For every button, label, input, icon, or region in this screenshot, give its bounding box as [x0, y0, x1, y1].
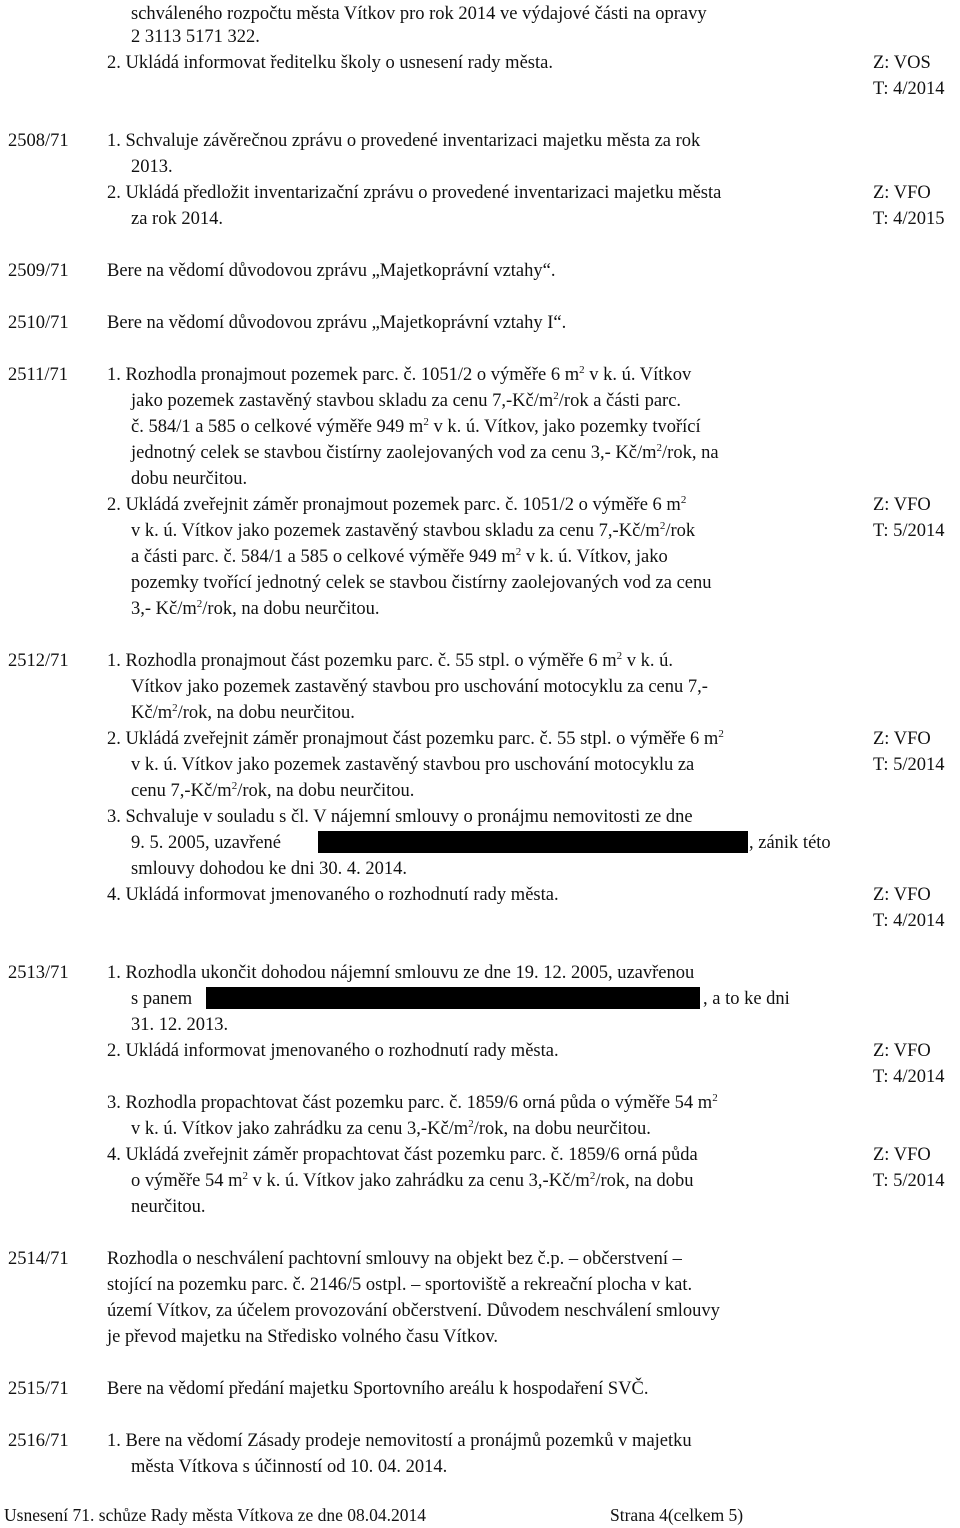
text-line: Vítkov jako pozemek zastavěný stavbou pro uschování motocyklu za cenu 7,-	[131, 677, 708, 697]
text-line: města Vítkova s účinností od 10. 04. 2014.	[131, 1457, 448, 1477]
resolution-number: 2515/71	[8, 1379, 69, 1399]
deadline-label: T: 4/2014	[873, 79, 945, 99]
text-line: Bere na vědomí důvodovou zprávu „Majetkoprávní vztahy“.	[107, 261, 556, 281]
deadline-label: T: 4/2014	[873, 1067, 945, 1087]
text-line: 3. Rozhodla propachtovat část pozemku parc. č. 1859/6 orná půda o výměře 54 $m^2$	[107, 1092, 718, 1113]
text-line: , zánik této	[749, 833, 831, 853]
redaction-bar	[206, 987, 700, 1009]
page-number: Strana 4(celkem 5)	[610, 1505, 744, 1525]
text-line: s panem	[131, 989, 193, 1009]
text-line: dobu neurčitou.	[131, 469, 248, 489]
text-line: 3. Schvaluje v souladu s čl. V nájemní smlouvy o pronájmu nemovitosti ze dne	[107, 807, 693, 827]
text-line: 2. Ukládá zveřejnit záměr pronajmout část pozemku parc. č. 55 stpl. o výměře 6 $m^2$	[107, 728, 724, 749]
deadline-label: T: 5/2014	[873, 755, 945, 775]
deadline-label: T: 5/2014	[873, 521, 945, 541]
text-line: cenu $7,-Kč/m^2$/rok, na dobu neurčitou.	[131, 780, 415, 801]
text-line: jako pozemek zastavěný stavbou skladu za cenu $7,-Kč/m^2$/rok a části parc.	[131, 390, 682, 411]
text-line: v k. ú. Vítkov jako pozemek zastavěný stavbou skladu za cenu $7,-Kč/m^2$/rok	[131, 520, 696, 541]
responsible-label: Z: VFO	[873, 885, 931, 905]
text-line: za rok 2014.	[131, 209, 223, 229]
resolution-number: 2510/71	[8, 313, 69, 333]
text-line: $Kč/m^2$/rok, na dobu neurčitou.	[131, 702, 355, 723]
resolution-number: 2513/71	[8, 963, 69, 983]
text-line: 9. 5. 2005, uzavřené	[131, 833, 282, 853]
footer-left: Usnesení 71. schůze Rady města Vítkova ze dne 08.04.2014	[4, 1505, 427, 1525]
resolution-number: 2511/71	[8, 365, 68, 385]
text-line: o výměře 54 $m^2$ v k. ú. Vítkov jako zahrádku za cenu $3,-Kč/m^2$/rok, na dobu	[131, 1170, 694, 1191]
text-line: území Vítkov, za účelem provozování občerstvení. Důvodem neschválení smlouvy	[107, 1301, 720, 1321]
text-line: 2. Ukládá zveřejnit záměr pronajmout pozemek parc. č. 1051/2 o výměře 6 $m^2$	[107, 494, 687, 515]
text-line: schváleného rozpočtu města Vítkov pro rok 2014 ve výdajové části na opravy	[131, 4, 707, 24]
resolution-number: 2508/71	[8, 131, 69, 151]
text-line: 2. Ukládá informovat jmenovaného o rozhodnutí rady města.	[107, 1041, 559, 1061]
resolution-number: 2512/71	[8, 651, 69, 671]
text-line: 1. Rozhodla pronajmout pozemek parc. č. 1051/2 o výměře 6 $m^2$ v k. ú. Vítkov	[107, 364, 692, 385]
text-line: 1. Rozhodla ukončit dohodou nájemní smlouvu ze dne 19. 12. 2005, uzavřenou	[107, 963, 695, 983]
text-line: je převod majetku na Středisko volného času Vítkov.	[107, 1327, 498, 1347]
text-line: 2. Ukládá informovat ředitelku školy o usnesení rady města.	[107, 53, 553, 73]
text-line: 1. Schvaluje závěrečnou zprávu o provedené inventarizaci majetku města za rok	[107, 131, 701, 151]
text-line: pozemky tvořící jednotný celek se stavbou čistírny zaolejovaných vod za cenu	[131, 573, 712, 593]
text-line: v k. ú. Vítkov jako pozemek zastavěný stavbou pro uschování motocyklu za	[131, 755, 695, 775]
text-line: Bere na vědomí předání majetku Sportovního areálu k hospodaření SVČ.	[107, 1379, 649, 1399]
text-line: 4. Ukládá informovat jmenovaného o rozhodnutí rady města.	[107, 885, 559, 905]
text-line: jednotný celek se stavbou čistírny zaolejovaných vod za cenu 3,- $Kč/m^2$/rok, na	[131, 442, 719, 463]
resolution-number: 2516/71	[8, 1431, 69, 1451]
text-line: 1. Bere na vědomí Zásady prodeje nemovitostí a pronájmů pozemků v majetku	[107, 1431, 692, 1451]
responsible-label: Z: VFO	[873, 1041, 931, 1061]
resolution-number: 2509/71	[8, 261, 69, 281]
text-line: 2013.	[131, 157, 173, 177]
text-line: stojící na pozemku parc. č. 2146/5 ostpl. – sportoviště a rekreační plocha v kat.	[107, 1275, 693, 1295]
text-line: 4. Ukládá zveřejnit záměr propachtovat část pozemku parc. č. 1859/6 orná půda	[107, 1145, 698, 1165]
text-line: 1. Rozhodla pronajmout část pozemku parc. č. 55 stpl. o výměře 6 $m^2$ v k. ú.	[107, 650, 674, 671]
text-line: Rozhodla o neschválení pachtovní smlouvy na objekt bez č.p. – občerstvení –	[107, 1249, 682, 1269]
resolution-number: 2514/71	[8, 1249, 69, 1269]
text-line: 31. 12. 2013.	[131, 1015, 229, 1035]
text-line: smlouvy dohodou ke dni 30. 4. 2014.	[131, 859, 407, 879]
text-line: Bere na vědomí důvodovou zprávu „Majetkoprávní vztahy I“.	[107, 313, 567, 333]
text-line: 2. Ukládá předložit inventarizační zprávu o provedené inventarizaci majetku města	[107, 183, 722, 203]
deadline-label: T: 4/2014	[873, 911, 945, 931]
deadline-label: T: 5/2014	[873, 1171, 945, 1191]
text-line: neurčitou.	[131, 1197, 206, 1217]
responsible-label: Z: VFO	[873, 729, 931, 749]
text-line: 2 3113 5171 322.	[131, 27, 260, 47]
text-line: č. 584/1 a 585 o celkové výměře 949 $m^2$ v k. ú. Vítkov, jako pozemky tvořící	[131, 416, 701, 437]
responsible-label: Z: VOS	[873, 53, 931, 73]
text-line: a části parc. č. 584/1 a 585 o celkové výměře 949 $m^2$ v k. ú. Vítkov, jako	[131, 546, 668, 567]
deadline-label: T: 4/2015	[873, 209, 945, 229]
text-line: 3,- $Kč/m^2$/rok, na dobu neurčitou.	[131, 598, 380, 619]
responsible-label: Z: VFO	[873, 1145, 931, 1165]
responsible-label: Z: VFO	[873, 183, 931, 203]
text-line: v k. ú. Vítkov jako zahrádku za cenu $3,-Kč/m^2$/rok, na dobu neurčitou.	[131, 1118, 651, 1139]
text-line: , a to ke dni	[703, 989, 790, 1009]
responsible-label: Z: VFO	[873, 495, 931, 515]
redaction-bar	[318, 831, 748, 853]
